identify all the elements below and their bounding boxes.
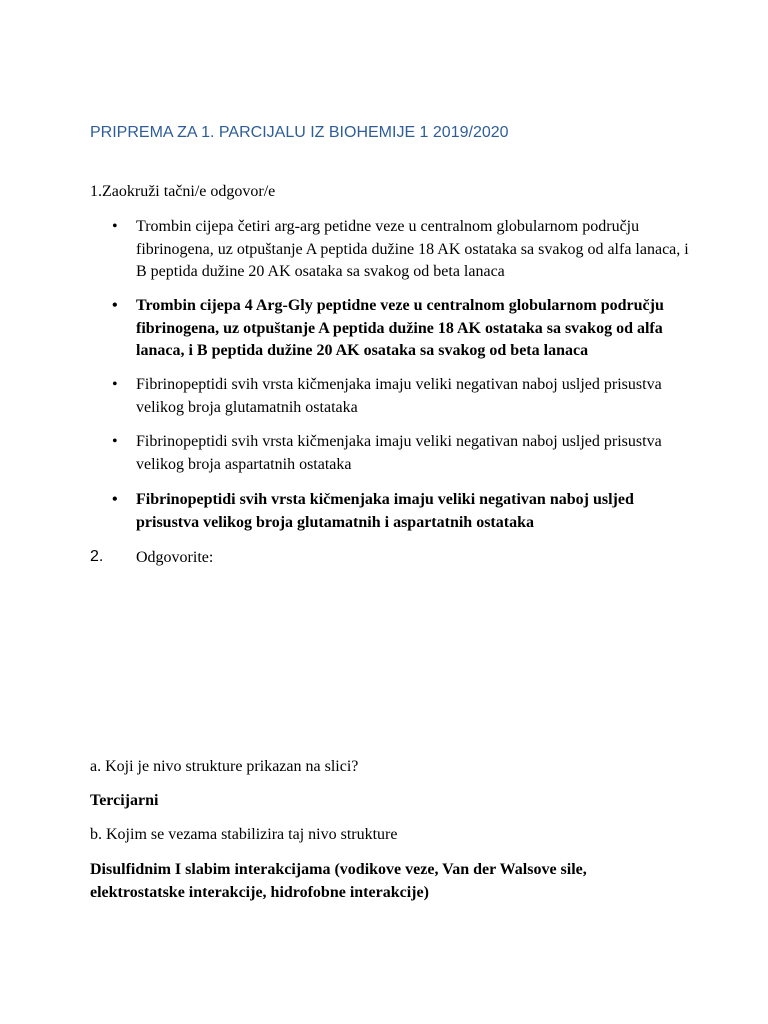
- bullet-icon: •: [112, 433, 118, 450]
- option-1: [112, 216, 692, 284]
- question-2-label: Odgovorite:: [136, 549, 214, 566]
- option-text: Fibrinopeptidi svih vrsta kičmenjaka imaju veliki negativan naboj usljed prisustva velikog broja glutamatnih i aspartatnih ostataka: [136, 491, 634, 531]
- page-title: PRIPREMA ZA 1. PARCIJALU IZ BIOHEMIJE 1 2019/2020: [90, 124, 509, 141]
- option-text: Fibrinopeptidi svih vrsta kičmenjaka imaju veliki negativan naboj usljed prisustva velikog broja aspartatnih ostataka: [136, 433, 662, 473]
- bullet-icon: •: [112, 297, 118, 314]
- option-3: [112, 374, 692, 419]
- bullet-icon: •: [112, 491, 118, 508]
- option-text: Fibrinopeptidi svih vrsta kičmenjaka imaju veliki negativan naboj usljed prisustva velikog broja glutamatnih ostataka: [136, 376, 662, 416]
- question-2-number: 2.: [90, 548, 104, 565]
- question-2b-prompt: b. Kojim se vezama stabilizira taj nivo strukture: [90, 826, 398, 843]
- bullet-icon: •: [112, 218, 118, 235]
- question-2a-prompt: a. Koji je nivo strukture prikazan na slici?: [90, 758, 359, 775]
- question-1-title: 1.Zaokruži tačni/e odgovor/e: [90, 183, 276, 200]
- question-2a-answer: Tercijarni: [90, 792, 159, 809]
- bullet-icon: •: [112, 376, 118, 393]
- option-4: [112, 431, 692, 476]
- option-5: [112, 489, 692, 534]
- option-2: [112, 295, 692, 363]
- option-text: Trombin cijepa četiri arg-arg petidne veze u centralnom globularnom području fibrinogena, uz otpuštanje A peptida dužine 18 AK ostataka sa svakog od alfa lanaca, i B peptida dužine 20 AK osataka sa svakog od beta lanaca: [136, 218, 689, 280]
- option-text: Trombin cijepa 4 Arg-Gly peptidne veze u centralnom globularnom području fibrinogena, uz otpuštanje A peptida dužine 18 AK ostataka sa svakog od alfa lanaca, i B peptida dužine 20 AK osataka sa svakog od beta lanaca: [136, 297, 664, 359]
- question-2b-answer: Disulfidnim I slabim interakcijama (vodikove veze, Van der Walsove sile, elektrostatske interakcije, hidrofobne interakcije): [90, 861, 587, 901]
